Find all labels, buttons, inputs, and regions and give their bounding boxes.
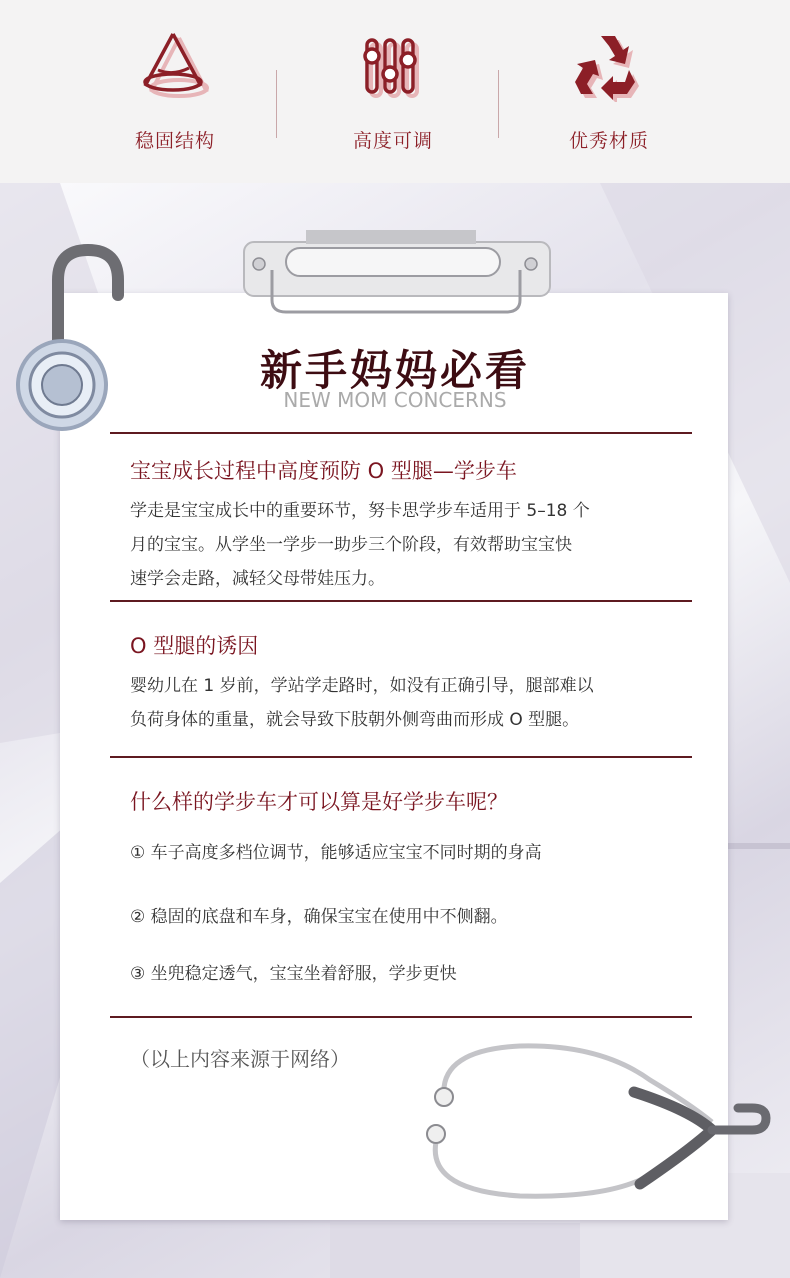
source-note: （以上内容来源于网络） (130, 1047, 350, 1071)
card-title: 新手妈妈必看 (259, 346, 530, 395)
card-subtitle: NEW MOM CONCERNS (283, 388, 507, 412)
feature-label: 优秀材质 (568, 130, 649, 152)
list-item: ③ 坐兜稳定透气，宝宝坐着舒服，学步更快 (130, 964, 457, 984)
paragraph-line: 婴幼儿在 1 岁前，学站学走路时，如没有正确引导，腿部难以 (130, 676, 594, 696)
section-paragraph (130, 494, 690, 596)
section-heading: 宝宝成长过程中高度预防 O 型腿—学步车 (130, 459, 517, 483)
list-item: ② 稳固的底盘和车身，确保宝宝在使用中不侧翻。 (130, 907, 508, 927)
section-divider (110, 1016, 692, 1018)
section-divider (110, 756, 692, 758)
section-paragraph (130, 669, 690, 737)
section-divider (110, 600, 692, 602)
section-divider (110, 432, 692, 434)
list-item: ① 车子高度多档位调节，能够适应宝宝不同时期的身高 (130, 843, 542, 863)
feature-label: 高度可调 (352, 130, 433, 152)
paragraph-line: 速学会走路，减轻父母带娃压力。 (130, 569, 385, 589)
section-heading: 什么样的学步车才可以算是好学步车呢？ (130, 790, 508, 814)
feature-label: 稳固结构 (134, 130, 215, 152)
paragraph-line: 月的宝宝。从学坐一学步一助步三个阶段，有效帮助宝宝快 (130, 535, 572, 555)
paragraph-line: 负荷身体的重量，就会导致下肢朝外侧弯曲而形成 O 型腿。 (130, 710, 580, 730)
section-heading: O 型腿的诱因 (130, 634, 259, 658)
paragraph-line: 学走是宝宝成长中的重要环节，努卡思学步车适用于 5–18 个 (130, 501, 590, 521)
